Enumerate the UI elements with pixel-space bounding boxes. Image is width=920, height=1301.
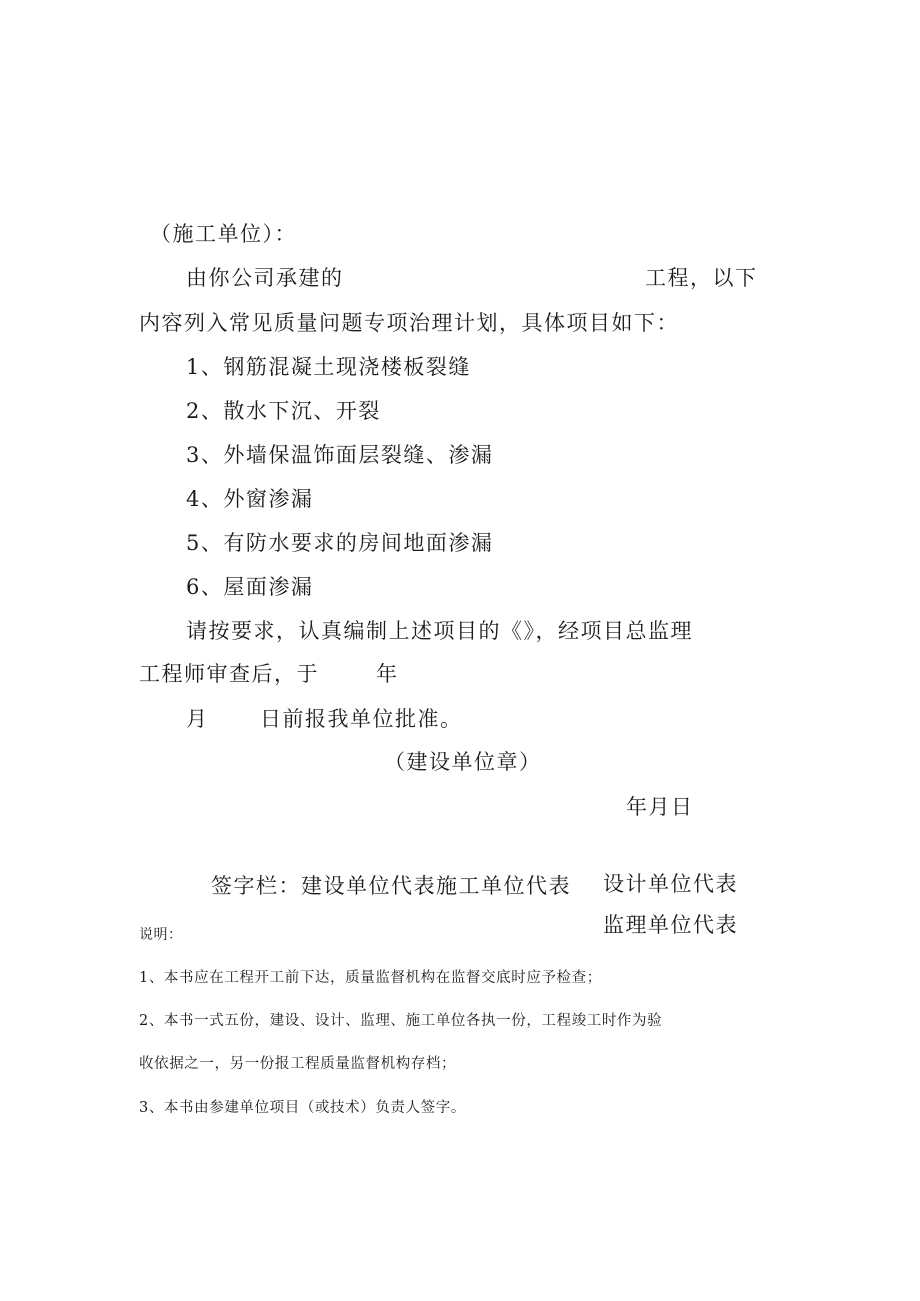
item-1: 1、钢筋混凝土现浇楼板裂缝 [186, 355, 471, 379]
item-6: 6、屋面渗漏 [186, 575, 314, 599]
request-line-2-b: 年 [376, 662, 399, 686]
paragraph-1-mid: 工程，以下 [645, 266, 758, 290]
paragraph-1-start: 由你公司承建的 [186, 266, 344, 290]
item-5: 5、有防水要求的房间地面渗漏 [186, 531, 494, 555]
note-line-1: 1、本书应在工程开工前下达，质量监督机构在监督交底时应予检查； [139, 970, 602, 986]
paragraph-1-line-2: 内容列入常见质量问题专项治理计划，具体项目如下： [139, 311, 679, 335]
seal-label: （建设单位章） [384, 750, 542, 774]
item-3: 3、外墙保温饰面层裂缝、渗漏 [186, 443, 494, 467]
request-line-3-b: 日前报我单位批准。 [260, 707, 463, 731]
item-2: 2、散水下沉、开裂 [186, 399, 381, 423]
design-unit-representative: 设计单位代表 [603, 872, 738, 896]
supervision-unit-representative: 监理单位代表 [603, 913, 738, 937]
note-line-3: 收依据之一，另一份报工程质量监督机构存档； [139, 1056, 457, 1072]
note-line-2: 2、本书一式五份，建设、设计、监理、施工单位各执一份，工程竣工时作为验 [139, 1013, 663, 1029]
signature-label: 签字栏：建设单位代表施工单位代表 [211, 874, 571, 898]
request-line-1: 请按要求，认真编制上述项目的《》，经项目总监理 [186, 619, 693, 643]
date-placeholder: 年月日 [626, 795, 694, 819]
notes-title: 说明： [139, 927, 183, 943]
note-line-4: 3、本书由参建单位项目（或技术）负责人签字。 [139, 1100, 466, 1116]
request-line-2-a: 工程师审查后，于 [139, 662, 319, 686]
item-4: 4、外窗渗漏 [186, 487, 314, 511]
addressee: （施工单位）： [150, 222, 297, 246]
request-line-3-a: 月 [186, 707, 209, 731]
